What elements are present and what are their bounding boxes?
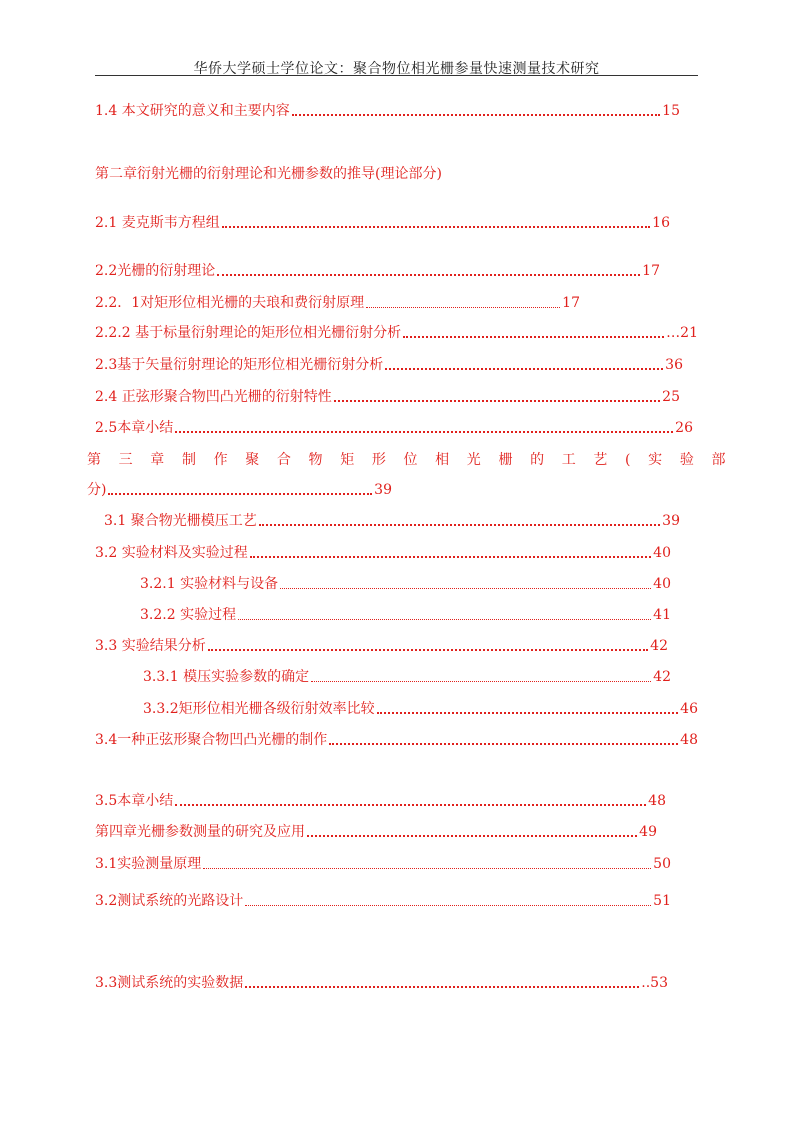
- toc-entry[interactable]: [95, 322, 698, 344]
- toc-entry[interactable]: [104, 510, 680, 532]
- toc-entry-title: 第二章衍射光栅的衍射理论和光栅参数的推导(理论部分): [95, 166, 442, 182]
- toc-entry-title: 3.3.2矩形位相光栅各级衍射效率比较: [143, 701, 375, 717]
- toc-entry[interactable]: [95, 542, 671, 564]
- toc-leader: [403, 327, 664, 338]
- toc-entry-title: 第 三 章 制 作 聚 合 物 矩 形 位 相 光 栅 的 工 艺 ( 实 验 部: [87, 452, 733, 468]
- toc-entry-title: 3.3.1 模压实验参数的确定: [143, 669, 310, 685]
- toc-entry-title: 2.1 麦克斯韦方程组: [95, 215, 220, 231]
- toc-entry[interactable]: [95, 292, 580, 314]
- toc-leader: [377, 703, 679, 714]
- toc-entry-page: 41: [653, 607, 671, 623]
- toc-entry-title: 3.2测试系统的光路设计: [95, 893, 244, 909]
- toc-entry-page: 49: [639, 824, 657, 840]
- toc-leader: [329, 734, 678, 745]
- toc-entry[interactable]: [143, 698, 698, 720]
- toc-leader: [217, 265, 640, 276]
- toc-entry-page: 40: [653, 576, 671, 592]
- header-rule: [95, 75, 698, 76]
- toc-entry-page: 40: [653, 545, 671, 561]
- toc-entry-page: 39: [374, 482, 392, 498]
- toc-leader: [366, 297, 560, 308]
- toc-leader: [292, 105, 660, 116]
- toc-entry-page: ..53: [641, 975, 668, 991]
- toc-leader: [307, 826, 637, 837]
- toc-entry[interactable]: [95, 260, 660, 282]
- toc-entry[interactable]: [95, 890, 671, 912]
- toc-leader: [245, 977, 639, 988]
- toc-entry[interactable]: [95, 212, 670, 234]
- toc-entry-page: 42: [653, 669, 671, 685]
- toc-entry-page: 39: [662, 513, 680, 529]
- toc-entry-title: 3.1实验测量原理: [95, 856, 202, 872]
- toc-entry-page: 48: [680, 732, 698, 748]
- toc-leader: [238, 609, 651, 620]
- toc-entry-title: 2.5本章小结: [95, 420, 174, 436]
- toc-entry[interactable]: [95, 100, 680, 122]
- toc-entry-title: 3.4一种正弦形聚合物凹凸光栅的制作: [95, 732, 328, 748]
- toc-entry[interactable]: [140, 573, 671, 595]
- toc-entry-title: 3.3测试系统的实验数据: [95, 975, 244, 991]
- toc-entry-page: 17: [562, 295, 580, 311]
- toc-leader: [203, 858, 651, 869]
- toc-entry-title: 3.3 实验结果分析: [95, 638, 206, 654]
- toc-leader: [175, 422, 673, 433]
- toc-entry-title: 2.3基于矢量衍射理论的矩形位相光栅衍射分析: [95, 357, 384, 373]
- toc-entry[interactable]: [95, 729, 698, 751]
- toc-entry-page: 36: [665, 357, 683, 373]
- toc-entry-page: 25: [662, 389, 680, 405]
- toc-entry-page: 50: [653, 856, 671, 872]
- toc-entry-title: 2.2.2 基于标量衍射理论的矩形位相光栅衍射分析: [95, 325, 402, 341]
- toc-entry-title: 3.1 聚合物光栅模压工艺: [104, 513, 257, 529]
- toc-entry[interactable]: [95, 790, 666, 812]
- toc-entry-page: 15: [662, 103, 680, 119]
- toc-entry-title: 2.2光栅的衍射理论: [95, 263, 216, 279]
- toc-leader: [250, 547, 651, 558]
- toc-entry[interactable]: [95, 821, 657, 843]
- toc-entry-title: 3.2 实验材料及实验过程: [95, 545, 248, 561]
- toc-entry-page: …21: [666, 325, 698, 341]
- toc-leader: [208, 640, 648, 651]
- toc-entry-page: 42: [650, 638, 668, 654]
- toc-leader: [259, 515, 660, 526]
- toc-leader: [385, 359, 663, 370]
- toc-entry[interactable]: [95, 386, 680, 408]
- toc-entry[interactable]: [95, 417, 693, 439]
- page-header: 华侨大学硕士学位论文：聚合物位相光栅参量快速测量技术研究: [193, 61, 600, 77]
- toc-leader: [245, 895, 651, 906]
- toc-entry-page: 46: [680, 701, 698, 717]
- toc-entry[interactable]: [95, 853, 671, 875]
- toc-leader: [108, 484, 372, 495]
- toc-entry-title: 1.4 本文研究的意义和主要内容: [95, 103, 290, 119]
- toc-entry-title: 2.2．1对矩形位相光栅的夫琅和费衍射原理: [95, 295, 365, 311]
- toc-entry-title: 第四章光栅参数测量的研究及应用: [95, 824, 305, 840]
- toc-leader: [222, 217, 650, 228]
- toc-leader: [311, 671, 651, 682]
- toc-chapter-line2[interactable]: [87, 479, 392, 501]
- toc-entry[interactable]: [140, 604, 671, 626]
- toc-entry[interactable]: [143, 666, 671, 688]
- toc-entry-title: 3.5本章小结: [95, 793, 174, 809]
- toc-entry[interactable]: [95, 972, 668, 994]
- toc-entry-page: 16: [652, 215, 670, 231]
- toc-entry-title: 分): [87, 482, 107, 498]
- toc-entry-page: 48: [648, 793, 666, 809]
- toc-entry-page: 26: [675, 420, 693, 436]
- toc-chapter-line1[interactable]: [87, 449, 733, 471]
- toc-entry-page: 17: [642, 263, 660, 279]
- toc-entry[interactable]: [95, 354, 683, 376]
- toc-entry-title: 3.2.2 实验过程: [140, 607, 237, 623]
- toc-entry-page: 51: [653, 893, 671, 909]
- toc-leader: [280, 578, 651, 589]
- toc-leader: [175, 795, 646, 806]
- toc-chapter[interactable]: [95, 163, 495, 185]
- toc-entry-title: 3.2.1 实验材料与设备: [140, 576, 279, 592]
- toc-entry[interactable]: [95, 635, 668, 657]
- toc-leader: [334, 391, 660, 402]
- toc-entry-title: 2.4 正弦形聚合物凹凸光栅的衍射特性: [95, 389, 332, 405]
